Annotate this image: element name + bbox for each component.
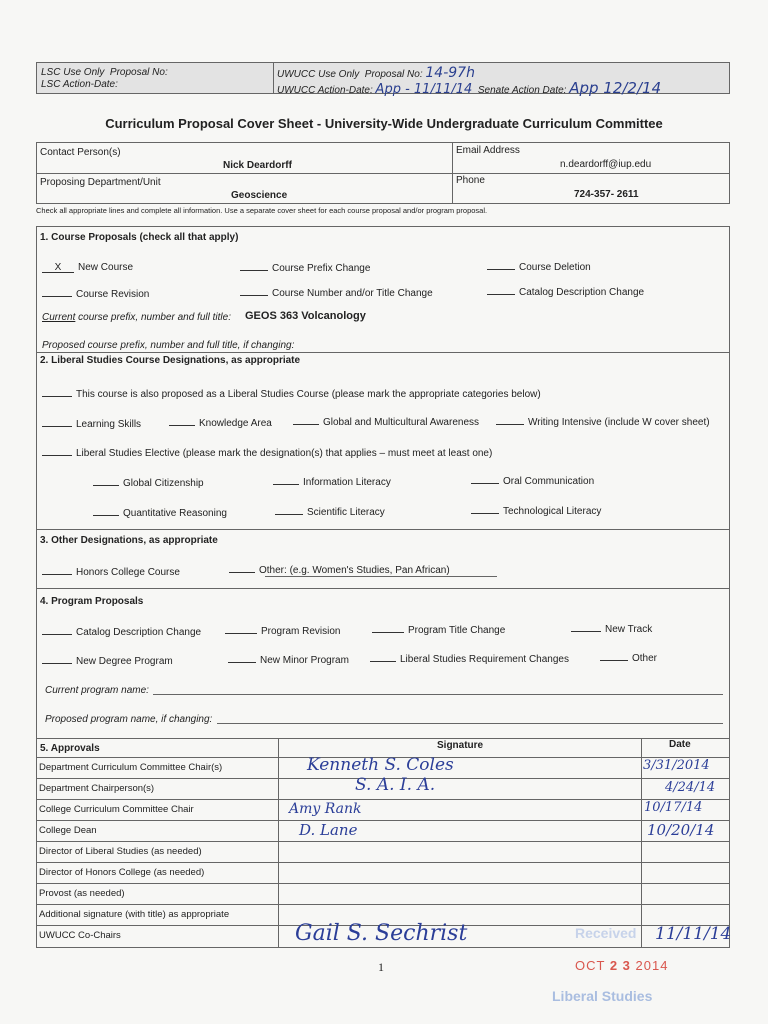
course-deletion-checkline[interactable] [487, 260, 515, 270]
approval-role: Additional signature (with title) as appropriate [39, 909, 230, 920]
catalog-change-checkline[interactable] [487, 285, 515, 295]
prefix-change-checkline[interactable] [240, 261, 268, 271]
date-stamp: OCT 2 3 2014 [575, 958, 669, 973]
new-degree-option: New Degree Program [42, 654, 173, 667]
scientific-literacy-option: Scientific Literacy [275, 505, 385, 518]
writing-intensive-checkline[interactable] [496, 415, 524, 425]
approvals-col-divider [641, 738, 642, 947]
section-divider [37, 738, 729, 739]
ls-requirement-option: Liberal Studies Requirement Changes [370, 652, 569, 665]
section-4-heading: 4. Program Proposals [40, 596, 144, 607]
ls-elective-option: Liberal Studies Elective (please mark the designation(s) that applies – must meet at least one) [42, 446, 492, 459]
information-literacy-option: Information Literacy [273, 475, 391, 488]
approval-role: Director of Liberal Studies (as needed) [39, 846, 202, 857]
current-program-label: Current program name: [45, 685, 149, 696]
honors-course-option: Honors College Course [42, 565, 180, 578]
technological-literacy-checkline[interactable] [471, 504, 499, 514]
approval-role: Provost (as needed) [39, 888, 125, 899]
proposed-program-label: Proposed program name, if changing: [45, 714, 213, 725]
section-3-heading: 3. Other Designations, as appropriate [40, 535, 218, 546]
prefix-change-option: Course Prefix Change [240, 261, 370, 274]
email-value: n.deardorff@iup.edu [560, 159, 652, 170]
liberal-studies-stamp: Liberal Studies [552, 988, 653, 1004]
new-minor-checkline[interactable] [228, 653, 256, 663]
approvals-row-divider [37, 862, 729, 863]
lsc-proposal-line: LSC Use Only Proposal No: [41, 67, 168, 78]
handwritten-signature: S. A. I. A. [355, 775, 436, 795]
lsc-use-box [37, 63, 274, 93]
contact-divider-h [37, 173, 729, 174]
approval-role: College Curriculum Committee Chair [39, 804, 194, 815]
section-divider [37, 588, 729, 589]
catalog-change-option: Catalog Description Change [487, 285, 644, 298]
section-1-heading: 1. Course Proposals (check all that apply) [40, 232, 239, 243]
knowledge-area-option: Knowledge Area [169, 416, 272, 429]
approval-role: UWUCC Co-Chairs [39, 930, 121, 941]
handwritten-date: 11/11/14 [655, 924, 732, 944]
global-citizenship-option: Global Citizenship [93, 476, 204, 489]
program-other-option: Other [600, 651, 657, 664]
program-revision-option: Program Revision [225, 624, 340, 637]
technological-literacy-option: Technological Literacy [471, 504, 601, 517]
current-course-value: GEOS 363 Volcanology [245, 310, 366, 322]
current-program-field[interactable] [153, 694, 723, 695]
quantitative-reasoning-checkline[interactable] [93, 506, 119, 516]
proposed-program-field[interactable] [217, 723, 723, 724]
new-course-checkline[interactable]: X [42, 263, 74, 273]
approval-role: Department Chairperson(s) [39, 783, 155, 794]
program-revision-checkline[interactable] [225, 624, 257, 634]
new-track-option: New Track [571, 622, 652, 635]
department-value: Geoscience [231, 190, 288, 201]
program-catalog-change-checkline[interactable] [42, 625, 72, 635]
handwritten-signature: D. Lane [299, 821, 358, 839]
scientific-literacy-checkline[interactable] [275, 505, 303, 515]
section-divider [37, 352, 729, 353]
handwritten-signature: Kenneth S. Coles [307, 755, 454, 775]
handwritten-date: 10/17/14 [644, 800, 703, 815]
learning-skills-checkline[interactable] [42, 417, 72, 427]
honors-course-checkline[interactable] [42, 565, 72, 575]
page-number: 1 [378, 960, 384, 974]
approvals-row-divider [37, 820, 729, 821]
section-divider [37, 529, 729, 530]
approvals-row-divider [37, 799, 729, 800]
new-degree-checkline[interactable] [42, 654, 72, 664]
uwucc-action-date: App - 11/11/14 [375, 82, 473, 97]
other-designation-checkline[interactable] [229, 563, 255, 573]
office-use-header [36, 62, 730, 97]
number-title-change-option: Course Number and/or Title Change [240, 286, 433, 299]
handwritten-date: 4/24/14 [665, 780, 716, 795]
program-title-change-option: Program Title Change [372, 623, 505, 636]
new-course-option: X New Course [42, 262, 133, 273]
page-title: Curriculum Proposal Cover Sheet - University-Wide Undergraduate Curriculum Committee [105, 116, 663, 131]
knowledge-area-checkline[interactable] [169, 416, 195, 426]
course-revision-option: Course Revision [42, 287, 149, 300]
contact-table [36, 142, 730, 204]
approval-role: College Dean [39, 825, 97, 836]
proposal-form [36, 226, 730, 948]
contact-value: Nick Deardorff [223, 160, 292, 171]
approval-role: Director of Honors College (as needed) [39, 867, 205, 878]
instructions-note: Check all appropriate lines and complete all information. Use a separate cover sheet for each course proposal and/or program proposal. [36, 206, 488, 215]
program-catalog-change-option: Catalog Description Change [42, 625, 201, 638]
lsc-action-date-label: LSC Action-Date: [41, 79, 118, 90]
approvals-row-divider [37, 883, 729, 884]
number-title-change-checkline[interactable] [240, 286, 268, 296]
global-multicultural-checkline[interactable] [293, 415, 319, 425]
global-multicultural-option: Global and Multicultural Awareness [293, 415, 479, 428]
current-course-line: Current course prefix, number and full title: [42, 312, 231, 323]
ls-elective-checkline[interactable] [42, 446, 72, 456]
section-2-heading: 2. Liberal Studies Course Designations, as appropriate [40, 355, 301, 366]
contact-label: Contact Person(s) [40, 147, 121, 158]
approval-role: Department Curriculum Committee Chair(s) [39, 762, 223, 773]
other-designation-option: Other: (e.g. Women's Studies, Pan African) [229, 563, 450, 576]
program-other-checkline[interactable] [600, 651, 628, 661]
approvals-row-divider [37, 904, 729, 905]
handwritten-date: 10/20/14 [647, 821, 715, 839]
oral-communication-checkline[interactable] [471, 474, 499, 484]
received-stamp: Received [575, 925, 637, 941]
ls-requirement-checkline[interactable] [370, 652, 396, 662]
global-citizenship-checkline[interactable] [93, 476, 119, 486]
uwucc-proposal-number: 14-97h [425, 65, 475, 81]
other-designation-underline [265, 576, 497, 577]
phone-label: Phone [456, 175, 485, 186]
handwritten-signature: Gail S. Sechrist [295, 921, 468, 946]
course-deletion-option: Course Deletion [487, 260, 591, 273]
oral-communication-option: Oral Communication [471, 474, 594, 487]
uwucc-action-line: UWUCC Action-Date: App - 11/11/14 Senate Action Date: App 12/2/14 [277, 79, 662, 97]
uwucc-proposal-line: UWUCC Use Only Proposal No: 14-97h [277, 65, 475, 81]
course-revision-checkline[interactable] [42, 287, 72, 297]
learning-skills-option: Learning Skills [42, 417, 141, 430]
handwritten-date: 3/31/2014 [643, 758, 710, 773]
approvals-col-divider [278, 738, 279, 947]
proposed-course-label: Proposed course prefix, number and full title, if changing: [42, 340, 295, 351]
new-minor-option: New Minor Program [228, 653, 349, 666]
date-column-header: Date [669, 739, 691, 750]
phone-value: 724-357- 2611 [574, 189, 639, 200]
information-literacy-checkline[interactable] [273, 475, 299, 485]
senate-action-date: App 12/2/14 [569, 79, 662, 97]
email-label: Email Address [456, 145, 520, 156]
program-title-change-checkline[interactable] [372, 623, 404, 633]
writing-intensive-option: Writing Intensive (include W cover sheet) [496, 415, 710, 428]
department-label: Proposing Department/Unit [40, 177, 161, 188]
ls-also-proposed-checkline[interactable] [42, 387, 72, 397]
approvals-heading: 5. Approvals [40, 743, 100, 754]
ls-also-proposed-option: This course is also proposed as a Liberal Studies Course (please mark the appropriate categories below) [42, 387, 541, 400]
new-track-checkline[interactable] [571, 622, 601, 632]
signature-column-header: Signature [437, 740, 484, 751]
approvals-row-divider [37, 841, 729, 842]
handwritten-signature: Amy Rank [289, 801, 362, 817]
quantitative-reasoning-option: Quantitative Reasoning [93, 506, 227, 519]
